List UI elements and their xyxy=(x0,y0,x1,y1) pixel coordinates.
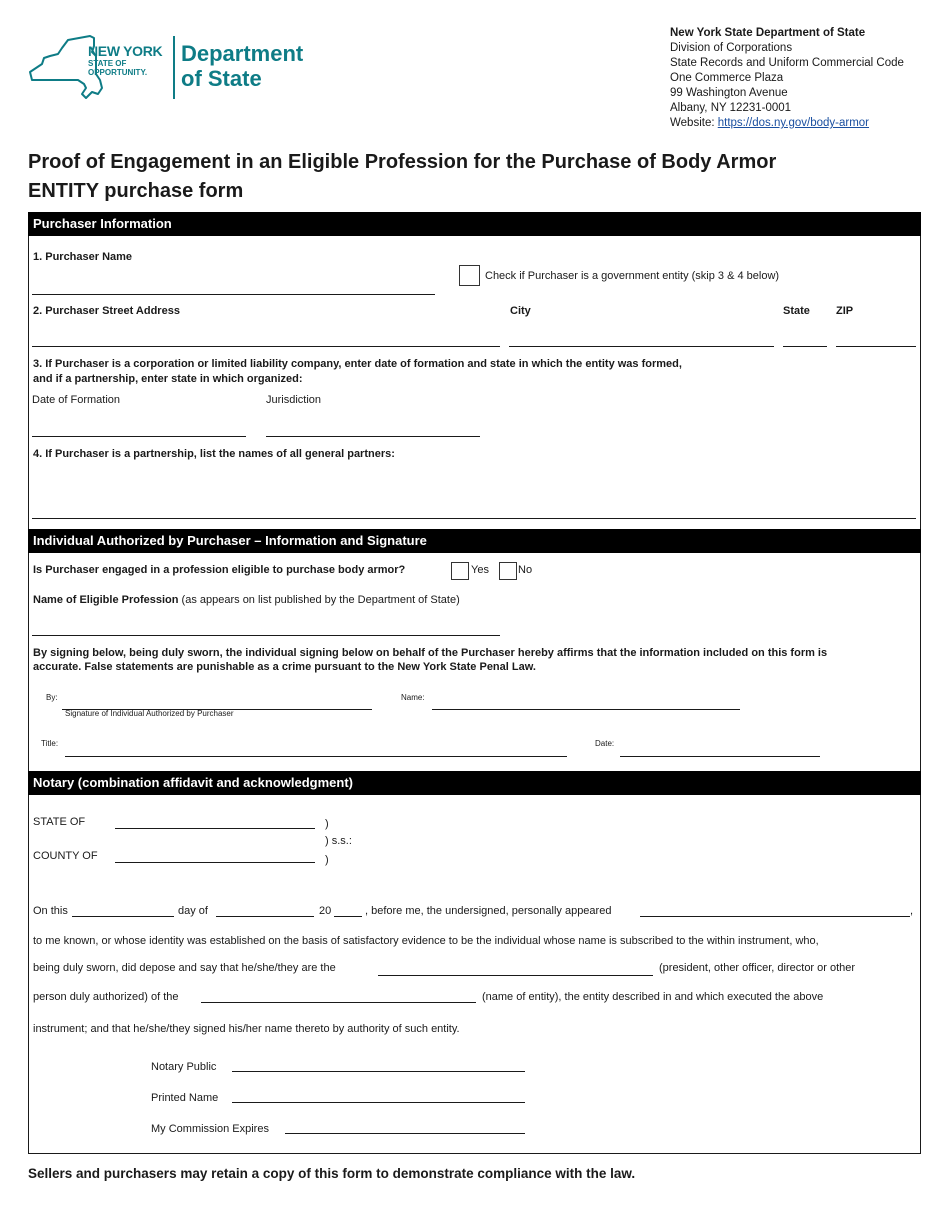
street-address-label: 2. Purchaser Street Address xyxy=(33,305,180,317)
jurisdiction-label: Jurisdiction xyxy=(266,394,322,406)
date-label: Date: xyxy=(595,739,615,748)
notary-para-line-3a: being duly sworn, did depose and say that he/she/they are the xyxy=(33,962,336,974)
commission-expires-label: My Commission Expires xyxy=(151,1123,269,1135)
on-this-label: On this xyxy=(33,905,68,917)
zip-field[interactable] xyxy=(836,346,916,347)
purchaser-name-label: 1. Purchaser Name xyxy=(33,251,133,263)
no-checkbox[interactable] xyxy=(499,562,517,580)
printed-name-field[interactable] xyxy=(232,1102,525,1103)
ny-tagline-2: OPPORTUNITY. xyxy=(88,68,148,77)
q4-label: 4. If Purchaser is a partnership, list the names of all general partners: xyxy=(33,448,395,460)
purchaser-name-field[interactable] xyxy=(32,294,435,295)
notary-para-line-4b: (name of entity), the entity described in and which executed the above xyxy=(482,991,824,1003)
day-field[interactable] xyxy=(72,916,174,917)
form-title: Proof of Engagement in an Eligible Profession for the Purchase of Body Armor xyxy=(28,151,777,173)
paren-1: ) xyxy=(325,818,329,830)
ny-state-logo xyxy=(28,34,318,100)
name-label: Name: xyxy=(401,693,425,702)
notary-para-line-5: instrument; and that he/she/they signed his/her name thereto by authority of such entity. xyxy=(33,1023,460,1035)
appeared-comma: , xyxy=(910,905,914,917)
address-line: Albany, NY 12231-0001 xyxy=(670,102,792,114)
commission-expires-field[interactable] xyxy=(285,1133,525,1134)
general-partners-field[interactable] xyxy=(32,518,916,519)
yes-checkbox[interactable] xyxy=(451,562,469,580)
agency-name: New York State Department of State xyxy=(670,27,866,39)
address-line: One Commerce Plaza xyxy=(670,72,784,84)
appeared-text: , before me, the undersigned, personally appeared xyxy=(365,905,612,917)
eligible-question: Is Purchaser engaged in a profession eligible to purchase body armor? xyxy=(33,564,406,576)
individual-section-heading: Individual Authorized by Purchaser – Information and Signature xyxy=(28,529,921,553)
affirmation-text-2: accurate. False statements are punishable as a crime pursuant to the New York State Penal Law. xyxy=(33,661,536,673)
appeared-name-field[interactable] xyxy=(640,916,910,917)
day-of-label: day of xyxy=(178,905,208,917)
dept-wordmark-1: Department xyxy=(181,41,304,66)
notary-para-line-2: to me known, or whose identity was established on the basis of satisfactory evidence to be the individual whose name is subscribed to the within instrument, who, xyxy=(33,935,819,947)
ny-wordmark: NEW YORK xyxy=(88,43,163,59)
by-label: By: xyxy=(46,693,58,702)
address-line: Division of Corporations xyxy=(670,42,793,54)
notary-section-heading: Notary (combination affidavit and acknowledgment) xyxy=(28,771,921,795)
city-field[interactable] xyxy=(509,346,774,347)
form-subtitle: ENTITY purchase form xyxy=(28,180,244,202)
gov-entity-checkbox[interactable] xyxy=(459,265,480,286)
address-line: 99 Washington Avenue xyxy=(670,87,788,99)
year-field[interactable] xyxy=(334,916,362,917)
street-address-field[interactable] xyxy=(32,346,500,347)
officer-title-field[interactable] xyxy=(378,975,653,976)
logo-divider xyxy=(173,36,175,99)
yes-label: Yes xyxy=(471,564,489,576)
date-field[interactable] xyxy=(620,756,820,757)
year-prefix: 20 xyxy=(319,905,332,917)
printed-name-label: Printed Name xyxy=(151,1092,219,1104)
form-frame xyxy=(28,212,921,1154)
formation-date-field[interactable] xyxy=(32,436,246,437)
q3-text-2: and if a partnership, enter state in which organized: xyxy=(33,373,303,385)
website-link[interactable]: https://dos.ny.gov/body-armor xyxy=(717,117,870,129)
profession-note: (as appears on list published by the Department of State) xyxy=(181,594,460,606)
purchaser-section-heading: Purchaser Information xyxy=(28,212,921,236)
gov-entity-check-label: Check if Purchaser is a government entity (skip 3 & 4 below) xyxy=(485,270,780,282)
footer-note: Sellers and purchasers may retain a copy of this form to demonstrate compliance with the law. xyxy=(28,1166,636,1181)
notary-para-line-4a: person duly authorized) of the xyxy=(33,991,179,1003)
website-row xyxy=(670,116,904,131)
jurisdiction-field[interactable] xyxy=(266,436,480,437)
ss-label: ) s.s.: xyxy=(325,835,352,847)
formation-date-label: Date of Formation xyxy=(32,394,121,406)
state-label: State xyxy=(783,305,810,317)
month-field[interactable] xyxy=(216,916,314,917)
q3-text-1: 3. If Purchaser is a corporation or limited liability company, enter date of formation and state in which the entity was formed, xyxy=(33,358,682,370)
county-of-field[interactable] xyxy=(115,862,315,863)
dept-wordmark-2: of State xyxy=(181,66,262,91)
website-label: Website: xyxy=(670,117,715,129)
agency-address xyxy=(670,26,904,131)
entity-name-field[interactable] xyxy=(201,1002,476,1003)
no-label: No xyxy=(518,564,533,576)
notary-para-line-3b: (president, other officer, director or other xyxy=(659,962,856,974)
state-field[interactable] xyxy=(783,346,827,347)
affirmation-text-1: By signing below, being duly sworn, the individual signing below on behalf of the Purchaser hereby affirms that the information included on this form is xyxy=(33,647,828,659)
ny-tagline-1: STATE OF xyxy=(88,59,127,68)
title-label: Title: xyxy=(41,739,59,748)
notary-public-field[interactable] xyxy=(232,1071,525,1072)
state-of-field[interactable] xyxy=(115,828,315,829)
address-line: State Records and Uniform Commercial Code xyxy=(670,57,904,69)
zip-label: ZIP xyxy=(836,305,854,317)
title-field[interactable] xyxy=(65,756,567,757)
name-field[interactable] xyxy=(432,709,740,710)
profession-field[interactable] xyxy=(32,635,500,636)
notary-public-label: Notary Public xyxy=(151,1061,217,1073)
county-of-label: COUNTY OF xyxy=(33,850,98,862)
state-of-label: STATE OF xyxy=(33,816,86,828)
profession-label-row xyxy=(33,594,460,606)
signature-caption: Signature of Individual Authorized by Purchaser xyxy=(65,709,234,718)
paren-2: ) xyxy=(325,854,329,866)
profession-label: Name of Eligible Profession xyxy=(33,594,179,606)
city-label: City xyxy=(510,305,531,317)
